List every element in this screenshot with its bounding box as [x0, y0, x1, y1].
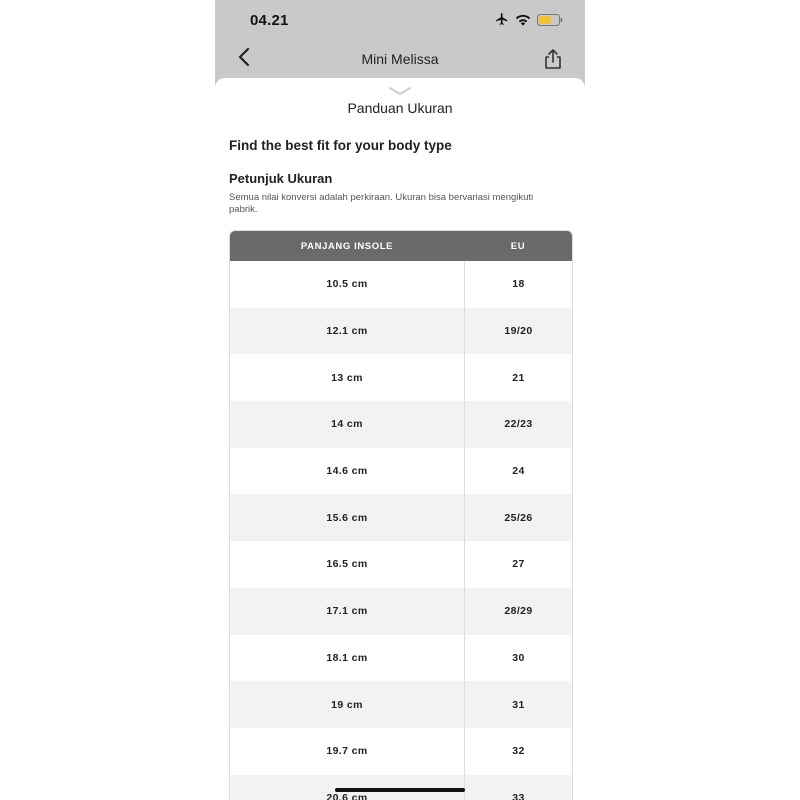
cell-insole: 15.6 cm — [230, 494, 465, 541]
table-row — [230, 728, 572, 775]
nav-bar — [215, 40, 585, 80]
airplane-icon — [495, 12, 509, 31]
status-icons — [495, 12, 563, 31]
table-row — [230, 588, 572, 635]
cell-eu: 32 — [512, 745, 525, 758]
section-description: Semua nilai konversi adalah perkiraan. Ukuran bisa bervariasi mengikuti pabrik. — [229, 192, 534, 215]
sheet-title: Panduan Ukuran — [347, 100, 453, 116]
cell-eu: 21 — [512, 371, 525, 384]
cell-insole: 14.6 cm — [230, 448, 465, 495]
size-guide-sheet — [215, 78, 585, 800]
table-body — [230, 261, 572, 800]
section-title: Petunjuk Ukuran — [229, 171, 333, 186]
cell-eu: 18 — [512, 278, 525, 291]
headline: Find the best fit for your body type — [229, 138, 452, 153]
cell-insole: 19 cm — [230, 681, 465, 728]
cell-eu: 31 — [512, 698, 525, 711]
status-time: 04.21 — [250, 12, 289, 29]
cell-insole: 14 cm — [230, 401, 465, 448]
status-bar — [215, 0, 585, 40]
share-icon — [541, 58, 565, 75]
cell-eu: 19/20 — [504, 325, 533, 338]
table-header — [230, 231, 572, 261]
wifi-icon — [515, 13, 531, 31]
cell-insole: 19.7 cm — [230, 728, 465, 775]
cell-eu: 30 — [512, 651, 525, 664]
table-row — [230, 261, 572, 308]
cell-insole: 17.1 cm — [230, 588, 465, 635]
table-row — [230, 541, 572, 588]
header-insole-length: PANJANG INSOLE — [300, 240, 394, 252]
table-row — [230, 354, 572, 401]
table-row — [230, 494, 572, 541]
size-table — [229, 230, 573, 800]
table-row — [230, 448, 572, 495]
battery-icon — [537, 13, 563, 31]
table-row — [230, 681, 572, 728]
share-button[interactable] — [541, 47, 565, 71]
table-row — [230, 635, 572, 682]
cell-eu: 24 — [512, 465, 525, 478]
chevron-down-icon — [388, 84, 412, 101]
cell-insole: 16.5 cm — [230, 541, 465, 588]
cell-eu: 33 — [512, 791, 525, 800]
header-eu: EU — [510, 240, 526, 252]
home-indicator[interactable] — [335, 788, 465, 792]
cell-eu: 22/23 — [504, 418, 533, 431]
cell-insole: 13 cm — [230, 354, 465, 401]
table-row — [230, 401, 572, 448]
cell-insole: 10.5 cm — [230, 261, 465, 308]
cell-insole: 20.6 cm — [230, 775, 465, 800]
cell-eu: 25/26 — [504, 511, 533, 524]
sheet-handle[interactable] — [388, 84, 412, 96]
cell-insole: 18.1 cm — [230, 635, 465, 682]
cell-eu: 27 — [512, 558, 525, 571]
cell-insole: 12.1 cm — [230, 308, 465, 355]
table-row — [230, 308, 572, 355]
cell-eu: 28/29 — [504, 605, 533, 618]
phone-screen — [215, 0, 585, 800]
nav-title: Mini Melissa — [361, 51, 439, 67]
